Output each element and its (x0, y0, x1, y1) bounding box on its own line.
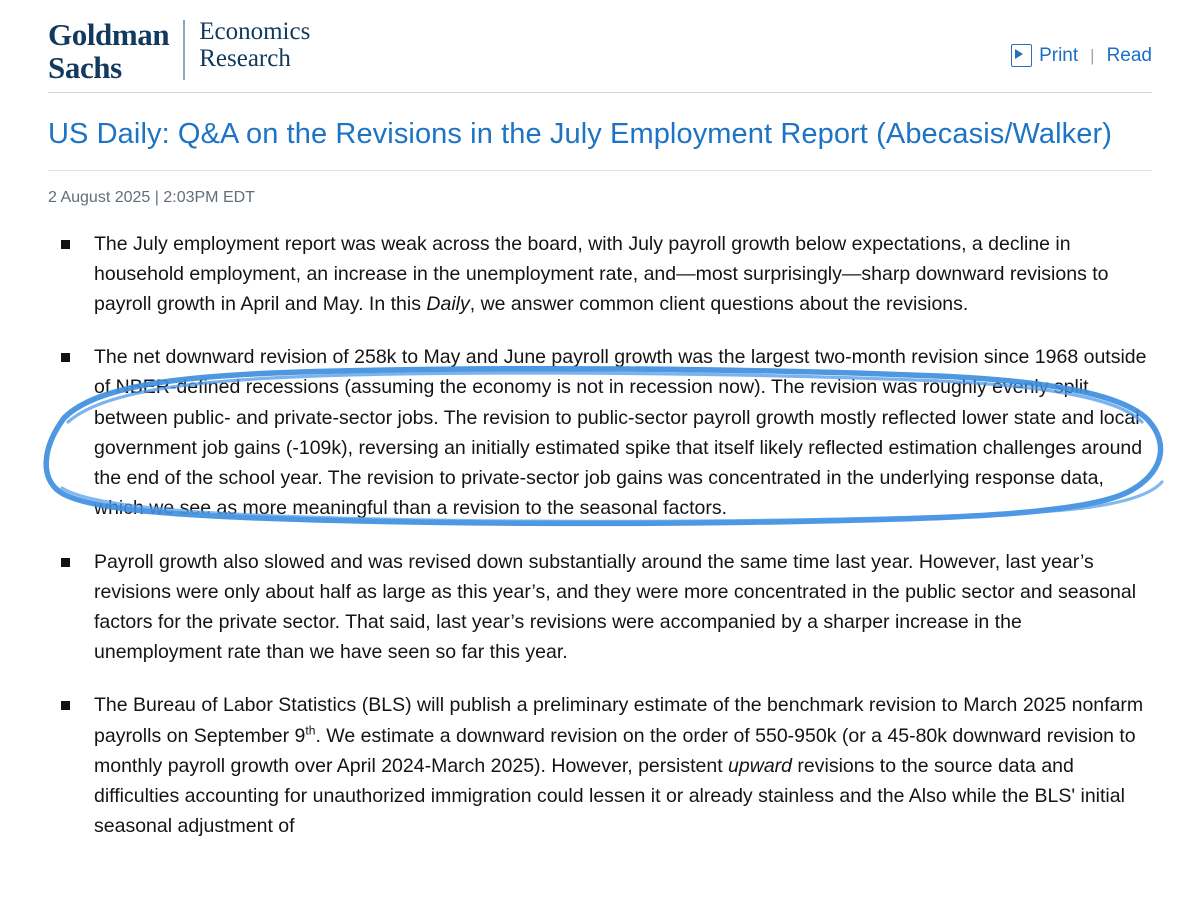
brand-line-1: Goldman (48, 17, 170, 52)
brand-subtitle (185, 18, 310, 72)
page-title: US Daily: Q&A on the Revisions in the July Employment Report (Abecasis/Walker) (48, 118, 1113, 150)
list-item (48, 229, 1152, 320)
body-text: The Bureau of Labor Statistics (BLS) will publish a preliminary estimate of the benchmark revision to March 2025 nonfarm payrolls on September 9 (94, 694, 1144, 747)
print-button[interactable] (1011, 44, 1078, 67)
body-text: , we answer common client questions about the revisions. (469, 293, 969, 315)
brand-subtitle-line-1: Economics (199, 18, 311, 45)
title-divider (48, 170, 1152, 171)
header-divider (48, 92, 1152, 93)
publication-meta: 2 August 2025 | 2:03PM EDT (48, 188, 255, 206)
actions-separator: | (1090, 45, 1095, 65)
read-button[interactable]: Read (1106, 44, 1152, 66)
summary-bullet-list (48, 229, 1152, 842)
header-actions (1011, 18, 1152, 67)
brand-subtitle-line-2: Research (199, 45, 291, 72)
page-header (48, 0, 1152, 86)
body-text: The net downward revision of 258k to May and June payroll growth was the largest two-month revision since 1968 outside of NBER-defined recessions (assuming the economy is not in recession now). The revision was roughly evenly split between public- and private-sector jobs. The revision to public-sector payroll growth mostly reflected lower state and local government job gains (-109k), reversing an initially estimated spike that itself likely reflected estimation challenges around the end of the school year. The revision to private-sector job gains was concentrated in the underlying response data, which we see as more meaningful than a revision to the seasonal factors. (94, 346, 1147, 520)
brand-wordmark (48, 18, 183, 84)
print-label[interactable]: Print (1039, 44, 1079, 66)
body-text: The July employment report was weak across the board, with July payroll growth below expectations, a decline in household employment, an increase in the unemployment rate, and—most surprisingly—sharp downward revisions to payroll growth in April and May. In this (94, 232, 1109, 315)
emphasis-text: upward (728, 754, 793, 777)
body-text: Payroll growth also slowed and was revised down substantially around the same time last year. However, last year’s revisions were only about half as large as this year’s, and they were more concentrated in the public sector and seasonal factors for the private sector. That said, last year’s revisions were accompanied by a sharper increase in the unemployment rate than we have seen so far this year. (94, 550, 1137, 664)
body-text: revisions to the source data and difficulties accounting for unauthorized immigration could lessen it or already stainless and the Also while the BLS' initial seasonal adjustment of (94, 754, 1125, 838)
pdf-print-icon (1011, 44, 1032, 67)
body-text: . We estimate a downward revision on the order of 550-950k (or a 45-80k downward revision to monthly payroll growth over April 2024-March 2025). However, persistent (94, 724, 1136, 777)
emphasis-text: Daily (426, 293, 470, 315)
list-item (48, 342, 1152, 523)
ordinal-suffix: th (305, 723, 316, 738)
list-item (48, 690, 1152, 841)
goldman-sachs-logo (48, 18, 310, 84)
brand-line-2: Sachs (48, 50, 122, 86)
list-item (48, 547, 1152, 668)
